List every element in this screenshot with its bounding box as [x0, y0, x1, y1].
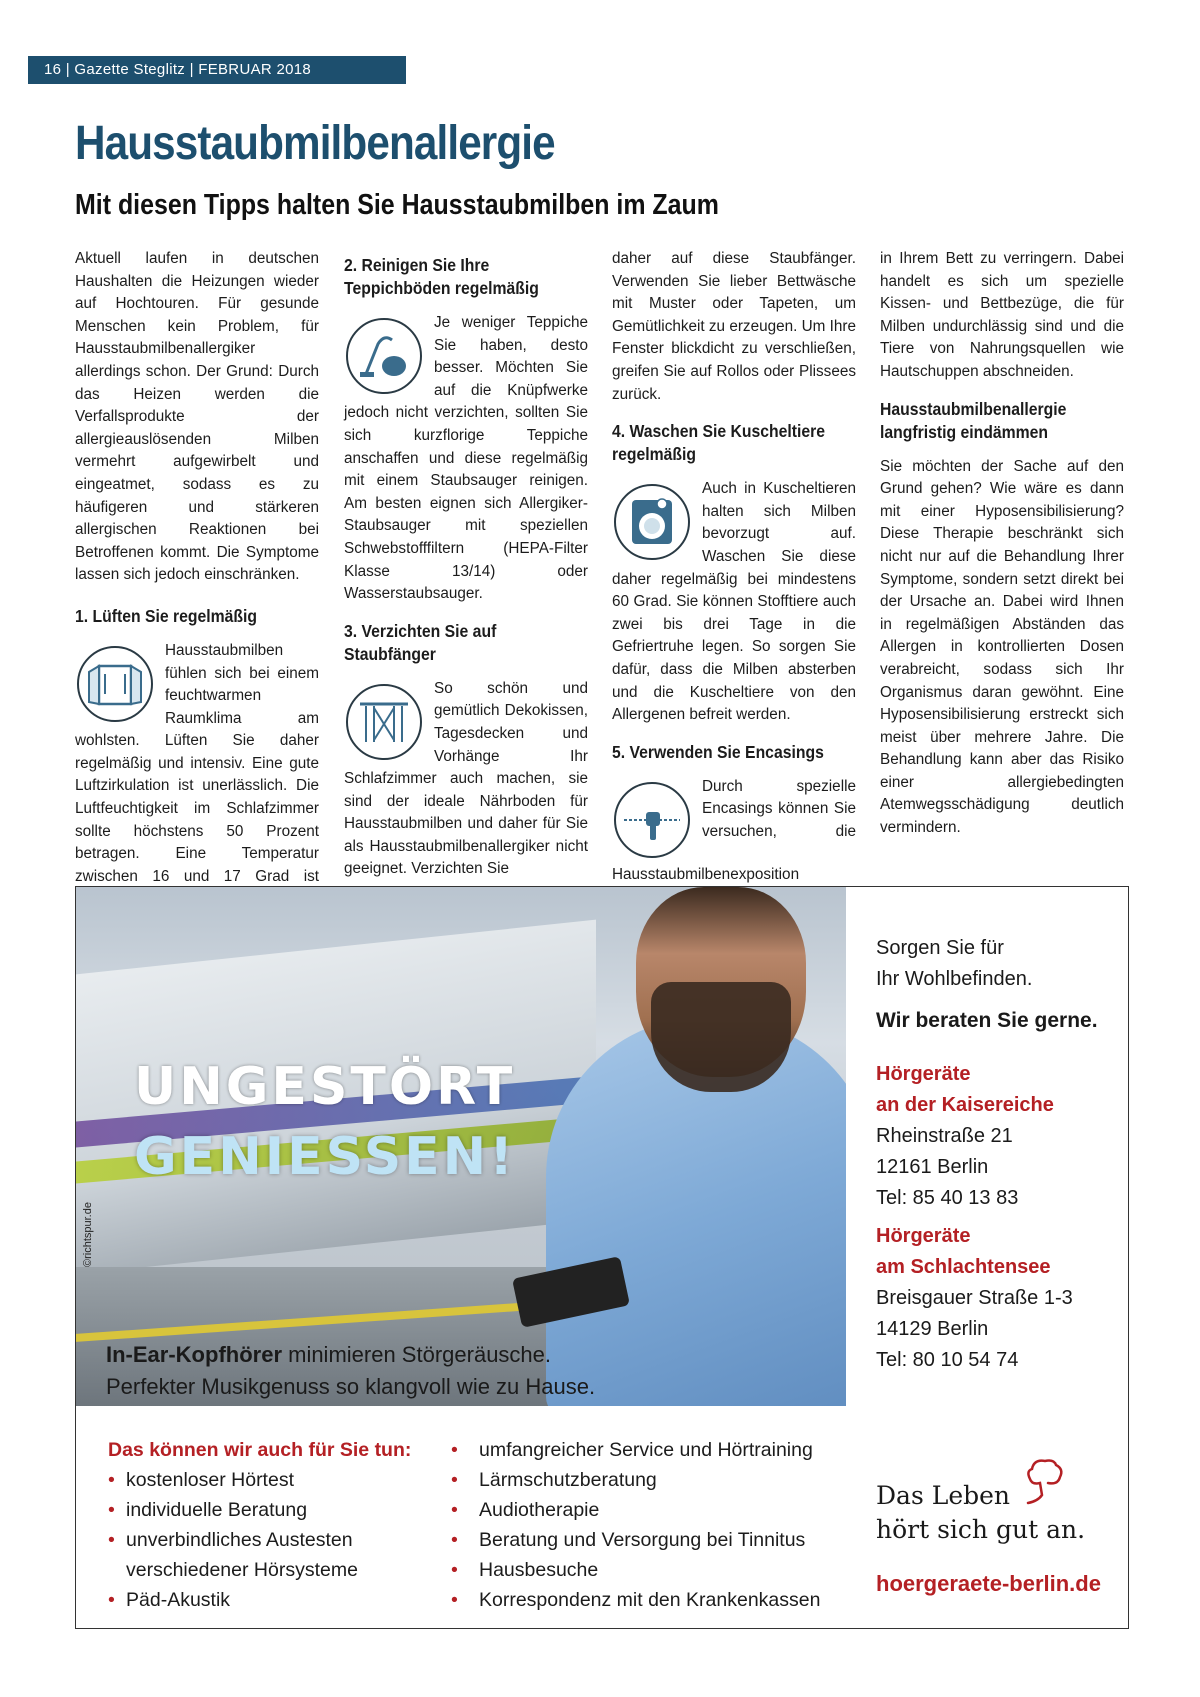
services-list-right — [451, 1435, 820, 1615]
photo-caption — [106, 1339, 595, 1403]
list-item: • Hausbesuche — [451, 1555, 820, 1585]
location-schlachtensee — [876, 1221, 1073, 1376]
slogan-line-1: Das Leben — [876, 1481, 1011, 1510]
list-item: • umfangreicher Service und Hörtraining — [451, 1435, 820, 1465]
location-street: Breisgauer Straße 1-3 — [876, 1287, 1073, 1309]
article-title: Hausstaubmilbenallergie — [75, 117, 555, 170]
section-text-part: So schön und gemütlich Dekokissen, Tagesdecken und Vorhänge Ihr Schlafzimmer auch machen, sie sind der ideale Nährboden für Hausstaubmilben und daher für Sie als Hausstaubmilbenallergiker nicht geeignet. Verzichten Sie — [344, 679, 588, 878]
intro-line-1: Sorgen Sie für — [876, 937, 1004, 959]
section-text: Sie möchten der Sache auf den Grund gehen? Wie wäre es dann mit einer Hyposensibilisierung? Diese Therapie beschränkt sich nicht nur auf die Behandlung Ihrer Symptome, sondern setzt direkt bei der Ursache an. Dabei wird Ihnen in regelmäßigen Abständen das Allergen in kontrollierten Dosen verabreicht, sodass sich Ihr Organismus daran gewöhnt. Eine Hyposensibilisierung erstreckt sich meist über mehrere Jahre. Die Behandlung kann aber das Risiko einer allergiebedingten Atemwegsschädigung deutlich vermindern. — [880, 457, 1124, 837]
section-text-part: Durch spezielle Encasings können Sie versuchen, die Hausstaubmilbenexposition — [612, 777, 856, 883]
ad-headline-1: UNGESTÖRT — [134, 1057, 516, 1117]
intro-line-2: Ihr Wohlbefinden. — [876, 968, 1033, 990]
list-item: • unverbindliches Austesten — [108, 1525, 411, 1555]
curtain-icon — [344, 682, 424, 762]
section-heading: 5. Verwenden Sie Encasings — [612, 741, 824, 762]
man-beard — [651, 982, 791, 1092]
location-name: Hörgeräte — [876, 1063, 971, 1085]
photo-credit: ©richtspur.de — [82, 1202, 94, 1267]
washing-machine-teddy-icon — [612, 482, 692, 562]
article-column-2 — [344, 248, 588, 881]
ad-slogan — [876, 1479, 1085, 1547]
slogan-line-2: hört sich gut an. — [876, 1515, 1086, 1544]
ad-headline-2: GENIESSEN! — [134, 1127, 516, 1187]
location-phone: Tel: 85 40 13 83 — [876, 1187, 1019, 1209]
section-text: Je weniger Teppiche Sie haben, desto besser. Möchten Sie auf die Knüpfwerke jedoch nicht verzichten, sollten Sie sich kurzflorige Teppiche anschaffen und diese regelmäßig mit einem Staubsauger reinigen. Am besten eignen sich Allergiker-Staubsauger mit speziellen Schwebstofffiltern (HEPA-Filter Klasse 13/14) oder Wasserstaubsauger. — [344, 314, 588, 603]
location-name-2: an der Kaisereiche — [876, 1094, 1054, 1116]
section-text: Hausstaubmilben fühlen sich bei einem feuchtwarmen Raumklima am wohlsten. Lüften Sie daher regelmäßig und intensiv. Eine gute Luftzirkulation ist unerlässlich. Die Luftfeuchtigkeit im Schlafzimmer sollte höchstens 50 Prozent betragen. Eine Temperatur zwischen 16 und 17 Grad ist — [75, 641, 319, 885]
location-phone: Tel: 80 10 54 74 — [876, 1349, 1019, 1371]
window-icon — [75, 644, 155, 724]
section-heading: 3. Verzichten Sie auf Staubfänger — [344, 620, 497, 664]
list-item-continuation: verschiedener Hörsysteme — [126, 1559, 358, 1581]
list-item: • kostenloser Hörtest — [108, 1465, 411, 1495]
page-info: 16 | Gazette Steglitz | FEBRUAR 2018 — [44, 61, 312, 78]
location-city: 12161 Berlin — [876, 1156, 989, 1178]
caption-line-2: Perfekter Musikgenuss so klangvoll wie zu Hause. — [106, 1374, 596, 1399]
section-heading: 1. Lüften Sie regelmäßig — [75, 605, 258, 626]
article-column-3 — [612, 248, 856, 886]
location-name-2: am Schlachtensee — [876, 1256, 1051, 1278]
services-heading: Das können wir auch für Sie tun: — [108, 1439, 412, 1461]
ad-photo-man-headphones — [76, 887, 846, 1406]
caption-bold: In-Ear-Kopfhörer — [106, 1342, 282, 1367]
article-column-1 — [75, 248, 319, 911]
list-item: • Korrespondenz mit den Krankenkassen — [451, 1585, 820, 1615]
article-column-4 — [880, 248, 1124, 840]
zipper-icon — [612, 780, 692, 860]
section-text: Auch in Kuscheltieren halten sich Milben bevorzugt auf. Waschen Sie diese daher regelmäßig bei mindestens 60 Grad. Sie können Stofftiere auch zwei bis drei Tage in die Gefriertruhe legen. So sorgen Sie dafür, dass die Milben absterben und die Kuscheltiere von den Allergenen befreit werden. — [612, 480, 856, 724]
list-item: • Beratung und Versorgung bei Tinnitus — [451, 1525, 820, 1555]
section-heading: 4. Waschen Sie Kuscheltiere regelmäßig — [612, 421, 826, 465]
hearing-aid-advertisement — [75, 886, 1129, 1629]
ad-consult: Wir beraten Sie gerne. — [876, 1009, 1098, 1032]
section-heading: Hausstaubmilbenallergie langfristig eindämmen — [880, 398, 1067, 442]
list-item: • individuelle Beratung — [108, 1495, 411, 1525]
vacuum-cleaner-icon — [344, 316, 424, 396]
section-text-part: in Ihrem Bett zu verringern. Dabei handelt es sich um spezielle Kissen- und Bettbezüge, die für Milben undurchlässig sind und die Tiere von Nahrungsquellen wie Hautschuppen abschneiden. — [880, 250, 1124, 380]
location-name: Hörgeräte — [876, 1225, 971, 1247]
location-street: Rheinstraße 21 — [876, 1125, 1013, 1147]
section-heading: 2. Reinigen Sie Ihre Teppichböden regelmäßig — [344, 255, 539, 298]
caption-rest: minimieren Störgeräusche. — [282, 1342, 552, 1367]
list-item: • Päd-Akustik — [108, 1585, 411, 1615]
section-text-part: daher auf diese Staubfänger. Verwenden Sie lieber Bettwäsche mit Muster oder Tapeten, um Gemütlichkeit zu erzeugen. Um Ihre Fenster blickdicht zu verschließen, greifen Sie auf Rollos oder Plissees zurück. — [612, 250, 857, 403]
location-kaisereiche — [876, 1059, 1054, 1214]
website-link[interactable]: hoergeraete-berlin.de — [876, 1571, 1101, 1596]
intro-paragraph: Aktuell laufen in deutschen Haushalten die Heizungen wieder auf Hochtouren. Für gesunde Menschen kein Problem, für Hausstaubmilbenallergiker allerdings schon. Der Grund: Durch das Heizen werden die Verfallsprodukte der allergieauslösenden Milben vermehrt aufgewirbelt und eingeatmet, sodass es zu häufigeren und stärkeren allergischen Reaktionen bei Betroffenen kommt. Die Symptome lassen sich jedoch einschränken. — [75, 250, 319, 584]
location-city: 14129 Berlin — [876, 1318, 989, 1340]
page-header-bar — [28, 56, 406, 84]
list-item: • Audiotherapie — [451, 1495, 820, 1525]
article-subtitle: Mit diesen Tipps halten Sie Hausstaubmilben im Zaum — [75, 189, 719, 221]
list-item: • Lärmschutzberatung — [451, 1465, 820, 1495]
ad-intro — [876, 933, 1032, 995]
services-list-left — [108, 1435, 411, 1615]
